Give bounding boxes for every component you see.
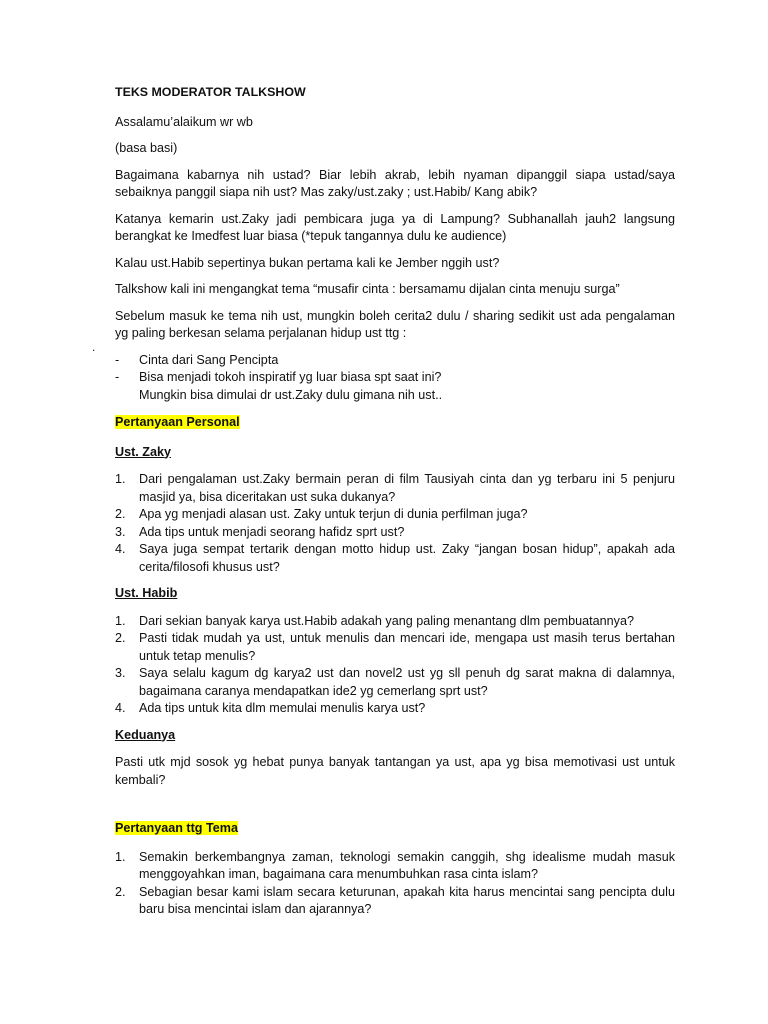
list-number: 1. [115, 472, 126, 486]
list-item-text: Cinta dari Sang Pencipta [139, 352, 279, 367]
list-item-text: Semakin berkembangnya zaman, teknologi semakin canggih, shg idealisme mudah masuk menggoyahkan iman, bagaimana cara menumbuhkan rasa cinta islam? [139, 849, 675, 881]
paragraph-theme: Talkshow kali ini mengangkat tema “musafir cinta : bersamamu dijalan cinta menuju surga” [115, 282, 620, 296]
habib-question-list [115, 613, 675, 718]
stray-dot-mark: . [92, 340, 96, 354]
list-item [115, 506, 675, 524]
list-number: 4. [115, 542, 126, 556]
list-item [115, 352, 675, 370]
list-item-text: Apa yg menjadi alasan ust. Zaky untuk terjun di dunia perfilman juga? [139, 507, 528, 521]
list-item [115, 700, 675, 718]
topic-dash-list [115, 352, 675, 405]
list-item-continuation: Mungkin bisa dimulai dr ust.Zaky dulu gimana nih ust.. [139, 387, 443, 402]
list-number: 2. [115, 631, 126, 645]
document-page [115, 84, 675, 928]
dash-marker: - [115, 370, 120, 384]
list-item [115, 849, 675, 884]
section-heading-personal: Pertanyaan Personal [115, 415, 240, 429]
list-item [115, 524, 675, 542]
list-number: 3. [115, 524, 126, 539]
dash-marker: - [115, 352, 120, 367]
list-item-text: Saya juga sempat tertarik dengan motto hidup ust. Zaky “jangan bosan hidup”, apakah ada cerita/filosofi khusus ust? [139, 542, 675, 574]
list-item [115, 665, 675, 700]
list-item [115, 613, 675, 631]
tema-question-list [115, 849, 675, 919]
paragraph-intro-sharing: Sebelum masuk ke tema nih ust, mungkin boleh cerita2 dulu / sharing sedikit ust ada pengalaman yg paling berkesan selama perjalanan hidup ust ttg : [115, 308, 675, 340]
list-item-text: Ada tips untuk kita dlm memulai menulis karya ust? [139, 701, 426, 715]
list-item-text: Pasti tidak mudah ya ust, untuk menulis dan mencari ide, mengapa ust masih terus bertahan untuk tetap menulis? [139, 631, 675, 663]
subheading-ust-habib: Ust. Habib [115, 586, 178, 600]
list-item-text: Bisa menjadi tokoh inspiratif yg luar biasa spt saat ini? [139, 370, 442, 384]
list-item-text: Dari pengalaman ust.Zaky bermain peran di film Tausiyah cinta dan yg terbaru ini 5 penjuru masjid ya, bisa diceritakan ust suka dukanya? [139, 472, 675, 504]
subheading-keduanya: Keduanya [115, 727, 176, 742]
list-item [115, 471, 675, 506]
list-item-text: Ada tips untuk menjadi seorang hafidz sprt ust? [139, 524, 405, 539]
list-number: 2. [115, 507, 126, 521]
list-number: 3. [115, 666, 126, 680]
keduanya-question: Pasti utk mjd sosok yg hebat punya banyak tantangan ya ust, apa yg bisa memotivasi ust untuk kembali? [115, 755, 675, 787]
zaky-question-list [115, 471, 675, 576]
document-title: TEKS MODERATOR TALKSHOW [115, 85, 306, 99]
list-item-text: Saya selalu kagum dg karya2 ust dan novel2 ust yg sll penuh dg sarat makna di dalamnya, bagaimana caranya mendapatkan ide2 yg cemerlang sprt ust? [139, 666, 675, 698]
list-item-text: Dari sekian banyak karya ust.Habib adakah yang paling menantang dlm pembuatannya? [139, 613, 634, 628]
list-number: 2. [115, 884, 126, 899]
list-number: 4. [115, 701, 126, 715]
spacer [115, 798, 675, 820]
paragraph-greeting-question: Bagaimana kabarnya nih ustad? Biar lebih akrab, lebih nyaman dipanggil siapa ustad/saya sebaiknya panggil siapa nih ust? Mas zaky/ust.zaky ; ust.Habib/ Kang abik? [115, 167, 675, 199]
list-item [115, 541, 675, 576]
section-heading-tema: Pertanyaan ttg Tema [115, 821, 238, 835]
paragraph-lampung: Katanya kemarin ust.Zaky jadi pembicara juga ya di Lampung? Subhanallah jauh2 langsung berangkat ke Imedfest luar biasa (*tepuk tangannya dulu ke audience) [115, 211, 675, 243]
list-item [115, 884, 675, 919]
greeting: Assalamu’alaikum wr wb [115, 114, 253, 129]
list-item [115, 369, 675, 404]
subheading-ust-zaky: Ust. Zaky [115, 444, 171, 459]
list-number: 1. [115, 613, 126, 628]
basa-basi-note: (basa basi) [115, 141, 178, 155]
list-number: 1. [115, 849, 126, 864]
list-item-text: Sebagian besar kami islam secara keturunan, apakah kita harus mencintai sang pencipta dulu baru bisa mencintai islam dan ajarannya? [139, 884, 675, 916]
paragraph-jember: Kalau ust.Habib sepertinya bukan pertama kali ke Jember nggih ust? [115, 255, 500, 270]
list-item [115, 630, 675, 665]
